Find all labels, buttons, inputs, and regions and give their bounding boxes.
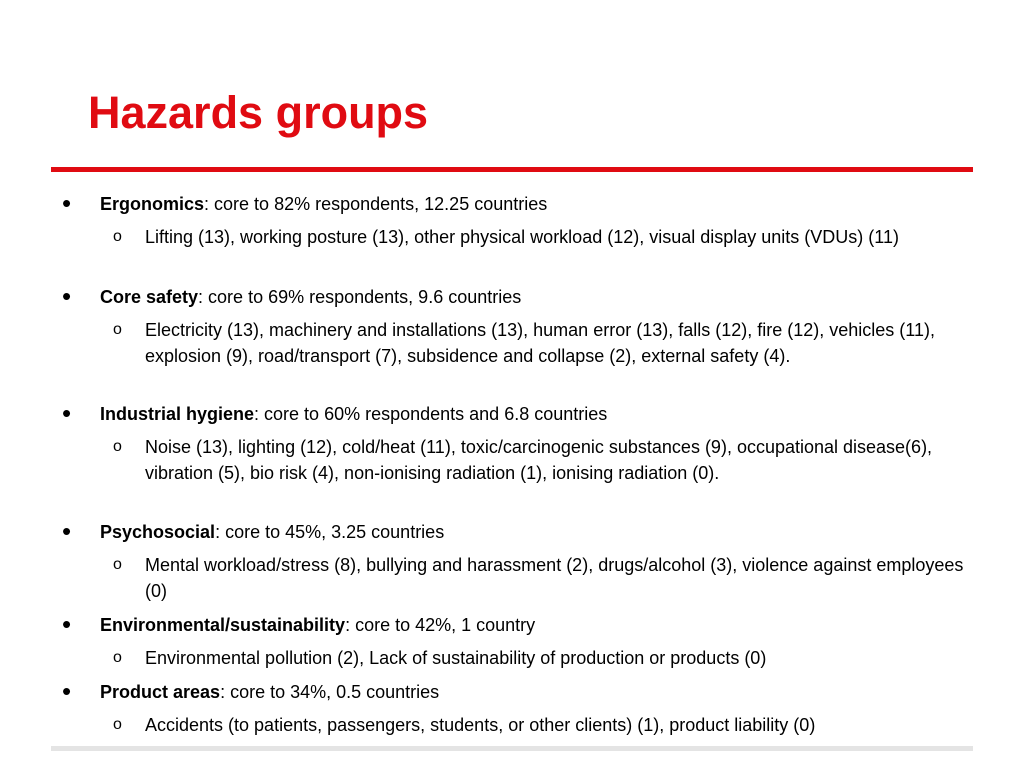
sub-bullet-marker: o xyxy=(113,716,122,733)
sub-bullet-marker: o xyxy=(113,556,122,573)
sub-bullet-marker: o xyxy=(113,321,122,338)
sub-bullet-ergonomics: Lifting (13), working posture (13), other physical workload (12), visual display units (VDUs) (11) xyxy=(145,227,899,247)
bullet-marker: • xyxy=(62,609,72,639)
bullet-marker: • xyxy=(62,398,72,428)
sub-bullet-marker: o xyxy=(113,438,122,455)
bullet-summary: : core to 45%, 3.25 countries xyxy=(215,522,445,542)
slide-title: Hazards groups xyxy=(88,87,429,138)
sub-bullet-industrial-hygiene: Noise (13), lighting (12), cold/heat (11), toxic/carcinogenic substances (9), occupational disease(6), vibration (5), bio risk (4), non-ionising radiation (1), ionising radiation (0). xyxy=(145,437,933,483)
bullet-heading: Ergonomics xyxy=(100,194,205,214)
bullet-heading: Core safety xyxy=(100,287,199,307)
bullet-heading: Product areas xyxy=(100,682,221,702)
bullet-item-psychosocial xyxy=(100,520,960,544)
bullet-item-industrial-hygiene xyxy=(100,402,960,426)
bullet-summary: : core to 42%, 1 country xyxy=(345,615,536,635)
bullet-heading: Industrial hygiene xyxy=(100,404,255,424)
bullet-marker: • xyxy=(62,281,72,311)
bullet-heading: Environmental/sustainability xyxy=(100,615,346,635)
footer-divider xyxy=(51,746,973,751)
sub-bullet-marker: o xyxy=(113,649,122,666)
sub-bullet-product-areas: Accidents (to patients, passengers, students, or other clients) (1), product liability (0) xyxy=(145,715,816,735)
sub-bullet-environmental: Environmental pollution (2), Lack of sustainability of production or products (0) xyxy=(145,648,767,668)
sub-bullet-psychosocial: Mental workload/stress (8), bullying and harassment (2), drugs/alcohol (3), violence against employees (0) xyxy=(145,555,964,601)
bullet-summary: : core to 34%, 0.5 countries xyxy=(220,682,440,702)
bullet-summary: : core to 60% respondents and 6.8 countries xyxy=(254,404,608,424)
bullet-summary: : core to 69% respondents, 9.6 countries xyxy=(198,287,522,307)
bullet-marker: • xyxy=(62,188,72,218)
bullet-heading: Psychosocial xyxy=(100,522,216,542)
sub-bullet-marker: o xyxy=(113,228,122,245)
bullet-item-environmental xyxy=(100,613,960,637)
bullet-marker: • xyxy=(62,516,72,546)
bullet-item-core-safety xyxy=(100,285,960,309)
bullet-marker: • xyxy=(62,676,72,706)
bullet-item-product-areas xyxy=(100,680,960,704)
bullet-item-ergonomics xyxy=(100,192,960,216)
sub-bullet-core-safety: Electricity (13), machinery and installations (13), human error (13), falls (12), fire (12), vehicles (11), explosion (9), road/transport (7), subsidence and collapse (2), external safety (4). xyxy=(145,320,935,366)
bullet-summary: : core to 82% respondents, 12.25 countries xyxy=(204,194,548,214)
